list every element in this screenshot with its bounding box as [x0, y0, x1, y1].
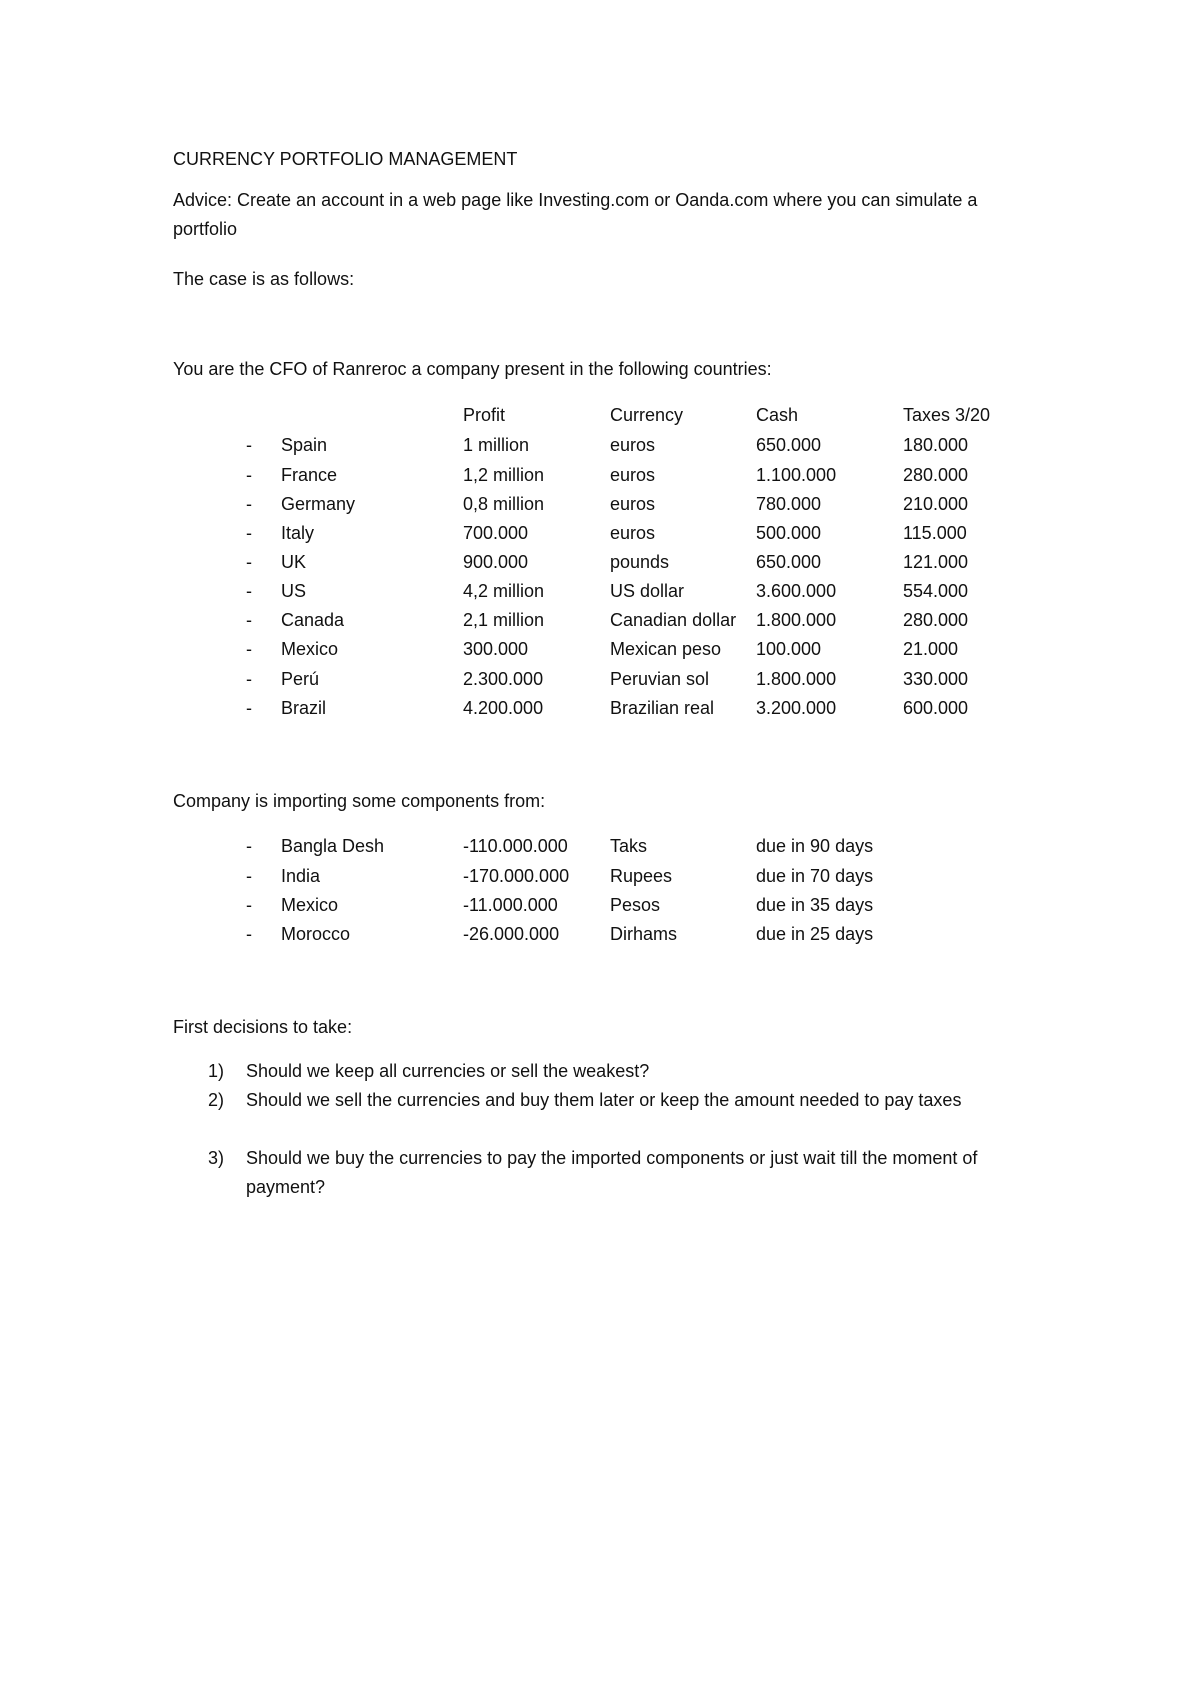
profit-cell: 4,2 million — [463, 581, 545, 601]
due-cell: due in 70 days — [756, 866, 874, 886]
cash-cell: 1.800.000 — [756, 610, 837, 630]
profit-cell: 0,8 million — [463, 494, 545, 514]
currency-cell: euros — [610, 523, 656, 543]
list-item-number: 3) — [208, 1148, 225, 1168]
amount-cell: -110.000.000 — [463, 836, 568, 856]
currency-cell: Mexican peso — [610, 639, 722, 659]
amount-cell: -11.000.000 — [463, 895, 558, 915]
currency-cell: euros — [610, 494, 656, 514]
table-row — [0, 668, 1200, 697]
bullet-dash: - — [246, 435, 252, 455]
taxes-cell: 554.000 — [903, 581, 969, 601]
currency-cell: Dirhams — [610, 924, 678, 944]
currency-cell: Rupees — [610, 866, 673, 886]
list-item-number: 2) — [208, 1090, 225, 1110]
profit-cell: 2,1 million — [463, 610, 545, 630]
profit-cell: 300.000 — [463, 639, 529, 659]
bullet-dash: - — [246, 465, 252, 485]
bullet-dash: - — [246, 639, 252, 659]
currency-cell: Taks — [610, 836, 648, 856]
bullet-dash: - — [246, 698, 252, 718]
table-row — [0, 835, 1200, 864]
bullet-dash: - — [246, 669, 252, 689]
currency-cell: Pesos — [610, 895, 661, 915]
country-cell: Perú — [281, 669, 320, 689]
bullet-dash: - — [246, 924, 252, 944]
bullet-dash: - — [246, 895, 252, 915]
list-item-text: Should we sell the currencies and buy them later or keep the amount needed to pay taxes — [246, 1090, 962, 1110]
country-cell: Italy — [281, 523, 315, 543]
cash-cell: 100.000 — [756, 639, 822, 659]
country-cell: Mexico — [281, 639, 339, 659]
cash-cell: 1.100.000 — [756, 465, 837, 485]
cash-cell: 1.800.000 — [756, 669, 837, 689]
cash-cell: 3.600.000 — [756, 581, 837, 601]
list-item-number: 1) — [208, 1061, 225, 1081]
list-item-text: Should we keep all currencies or sell the weakest? — [246, 1061, 650, 1081]
country-cell: India — [281, 866, 321, 886]
taxes-cell: 115.000 — [903, 523, 967, 543]
taxes-cell: 600.000 — [903, 698, 969, 718]
table-row — [0, 493, 1200, 522]
currency-cell: pounds — [610, 552, 670, 572]
country-cell: Germany — [281, 494, 356, 514]
table-row — [0, 464, 1200, 493]
country-cell: Spain — [281, 435, 328, 455]
country-cell: Canada — [281, 610, 345, 630]
currency-cell: euros — [610, 465, 656, 485]
currency-cell: US dollar — [610, 581, 685, 601]
profit-cell: 700.000 — [463, 523, 529, 543]
decisions-intro: First decisions to take: — [173, 1017, 353, 1037]
country-cell: Brazil — [281, 698, 327, 718]
case-intro: The case is as follows: — [173, 269, 355, 289]
profit-cell: 1 million — [463, 435, 530, 455]
cash-cell: 3.200.000 — [756, 698, 837, 718]
list-item-text: Should we buy the currencies to pay the imported components or just wait till the moment of payment? — [246, 1148, 978, 1197]
due-cell: due in 25 days — [756, 924, 874, 944]
table-row — [0, 434, 1200, 463]
bullet-dash: - — [246, 552, 252, 572]
currency-cell: Brazilian real — [610, 698, 715, 718]
header-currency: Currency — [610, 405, 684, 425]
document-title: CURRENCY PORTFOLIO MANAGEMENT — [173, 149, 518, 169]
currency-cell: Peruvian sol — [610, 669, 710, 689]
taxes-cell: 21.000 — [903, 639, 959, 659]
amount-cell: -26.000.000 — [463, 924, 560, 944]
profit-cell: 2.300.000 — [463, 669, 544, 689]
table-row — [0, 551, 1200, 580]
currency-cell: euros — [610, 435, 656, 455]
country-cell: France — [281, 465, 338, 485]
bullet-dash: - — [246, 523, 252, 543]
taxes-cell: 280.000 — [903, 610, 969, 630]
table-row — [0, 697, 1200, 726]
country-cell: Morocco — [281, 924, 351, 944]
profit-cell: 1,2 million — [463, 465, 545, 485]
taxes-cell: 121.000 — [903, 552, 969, 572]
header-profit: Profit — [463, 405, 506, 425]
country-cell: Mexico — [281, 895, 339, 915]
advice-paragraph: Advice: Create an account in a web page like Investing.com or Oanda.com where you can simulate a portfolio — [173, 190, 978, 239]
countries-table-header — [0, 404, 1200, 433]
bullet-dash: - — [246, 836, 252, 856]
profit-cell: 4.200.000 — [463, 698, 544, 718]
taxes-cell: 180.000 — [903, 435, 969, 455]
profit-cell: 900.000 — [463, 552, 529, 572]
cfo-intro: You are the CFO of Ranreroc a company present in the following countries: — [173, 359, 772, 379]
cash-cell: 650.000 — [756, 552, 822, 572]
country-cell: UK — [281, 552, 307, 572]
due-cell: due in 35 days — [756, 895, 874, 915]
cash-cell: 650.000 — [756, 435, 822, 455]
imports-intro: Company is importing some components from: — [173, 791, 546, 811]
country-cell: US — [281, 581, 307, 601]
header-cash: Cash — [756, 405, 799, 425]
table-row — [0, 609, 1200, 638]
taxes-cell: 280.000 — [903, 465, 969, 485]
table-row — [0, 522, 1200, 551]
header-taxes: Taxes 3/20 — [903, 405, 991, 425]
due-cell: due in 90 days — [756, 836, 874, 856]
bullet-dash: - — [246, 866, 252, 886]
cash-cell: 780.000 — [756, 494, 822, 514]
table-row — [0, 923, 1200, 952]
table-row — [0, 580, 1200, 609]
bullet-dash: - — [246, 610, 252, 630]
amount-cell: -170.000.000 — [463, 866, 570, 886]
country-cell: Bangla Desh — [281, 836, 385, 856]
currency-cell: Canadian dollar — [610, 610, 737, 630]
table-row — [0, 638, 1200, 667]
cash-cell: 500.000 — [756, 523, 822, 543]
table-row — [0, 865, 1200, 894]
bullet-dash: - — [246, 581, 252, 601]
table-row — [0, 894, 1200, 923]
taxes-cell: 330.000 — [903, 669, 969, 689]
taxes-cell: 210.000 — [903, 494, 969, 514]
bullet-dash: - — [246, 494, 252, 514]
